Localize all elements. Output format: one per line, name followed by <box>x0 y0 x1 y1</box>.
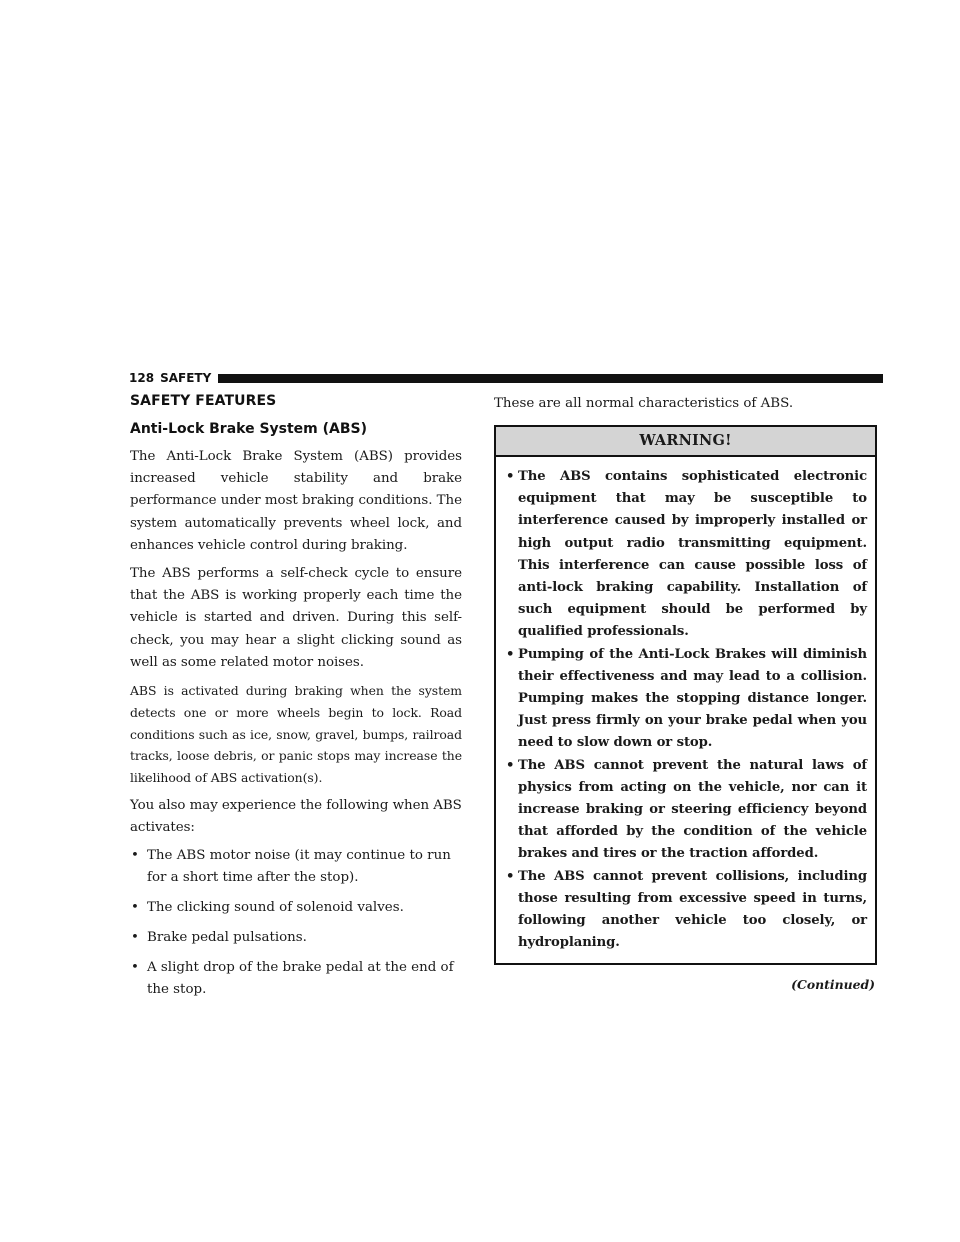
bullet-icon: • <box>131 848 139 864</box>
warning-item: • The ABS cannot prevent collisions, including those resulting from excessive speed in turns, following another vehicle too closely, or hydroplaning. <box>506 866 867 955</box>
warning-list <box>496 457 875 963</box>
warning-item: • The ABS contains sophisticated electronic equipment that may be susceptible to interference caused by improperly installed or high output radio transmitting equipment. This interference can cause possible loss of anti-lock braking capability. Installation of such equipment should be performed by qualified professionals. <box>506 466 867 644</box>
list-item: • Brake pedal pulsations. <box>130 927 462 949</box>
list-item: • A slight drop of the brake pedal at the end of the stop. <box>130 957 462 1001</box>
bullet-icon: • <box>131 960 139 976</box>
page-header <box>129 372 883 384</box>
paragraph: You also may experience the following when ABS activates: <box>130 798 462 836</box>
page-number: 128 <box>129 371 155 385</box>
bullet-icon: • <box>506 757 515 773</box>
section-title: SAFETY <box>160 371 212 385</box>
bullet-icon: • <box>506 868 515 884</box>
header-rule <box>218 374 883 383</box>
section-heading: SAFETY FEATURES <box>130 393 277 409</box>
paragraph: ABS is activated during braking when the system detects one or more wheels begin to lock. Road conditions such as ice, snow, gravel, bumps, railroad tracks, loose debris, or panic stops may increase the likelihood of ABS activation(s). <box>130 683 462 786</box>
warning-item: • Pumping of the Anti-Lock Brakes will diminish their effectiveness and may lead to a collision. Pumping makes the stopping distance longer. Just press firmly on your brake pedal when you need to slow down or stop. <box>506 644 867 755</box>
list-item: • The clicking sound of solenoid valves. <box>130 897 462 919</box>
warning-title: WARNING! <box>496 427 875 457</box>
warning-box <box>494 425 877 965</box>
bullet-icon: • <box>131 930 139 946</box>
continued-note: (Continued) <box>791 977 875 993</box>
bullet-icon: • <box>506 646 515 662</box>
bullet-list <box>130 845 462 1001</box>
intro-text: These are all normal characteristics of ABS. <box>494 396 794 411</box>
bullet-icon: • <box>506 469 515 484</box>
right-column <box>494 393 881 992</box>
warning-item: • The ABS cannot prevent the natural laws of physics from acting on the vehicle, nor can it increase braking or steering efficiency beyond that afforded by the condition of the vehicle brakes and tires or the traction afforded. <box>506 755 867 866</box>
left-column <box>130 393 462 1009</box>
list-item: • The ABS motor noise (it may continue to run for a short time after the stop). <box>130 845 462 889</box>
bullet-icon: • <box>131 900 139 916</box>
subsection-heading: Anti-Lock Brake System (ABS) <box>130 421 368 437</box>
paragraph: The Anti-Lock Brake System (ABS) provides increased vehicle stability and brake performance under most braking conditions. The system automatically prevents wheel lock, and enhances vehicle control during braking. <box>130 449 462 553</box>
paragraph: The ABS performs a self-check cycle to ensure that the ABS is working properly each time the vehicle is started and driven. During this self-check, you may hear a slight clicking sound as well as some related motor noises. <box>130 566 462 670</box>
